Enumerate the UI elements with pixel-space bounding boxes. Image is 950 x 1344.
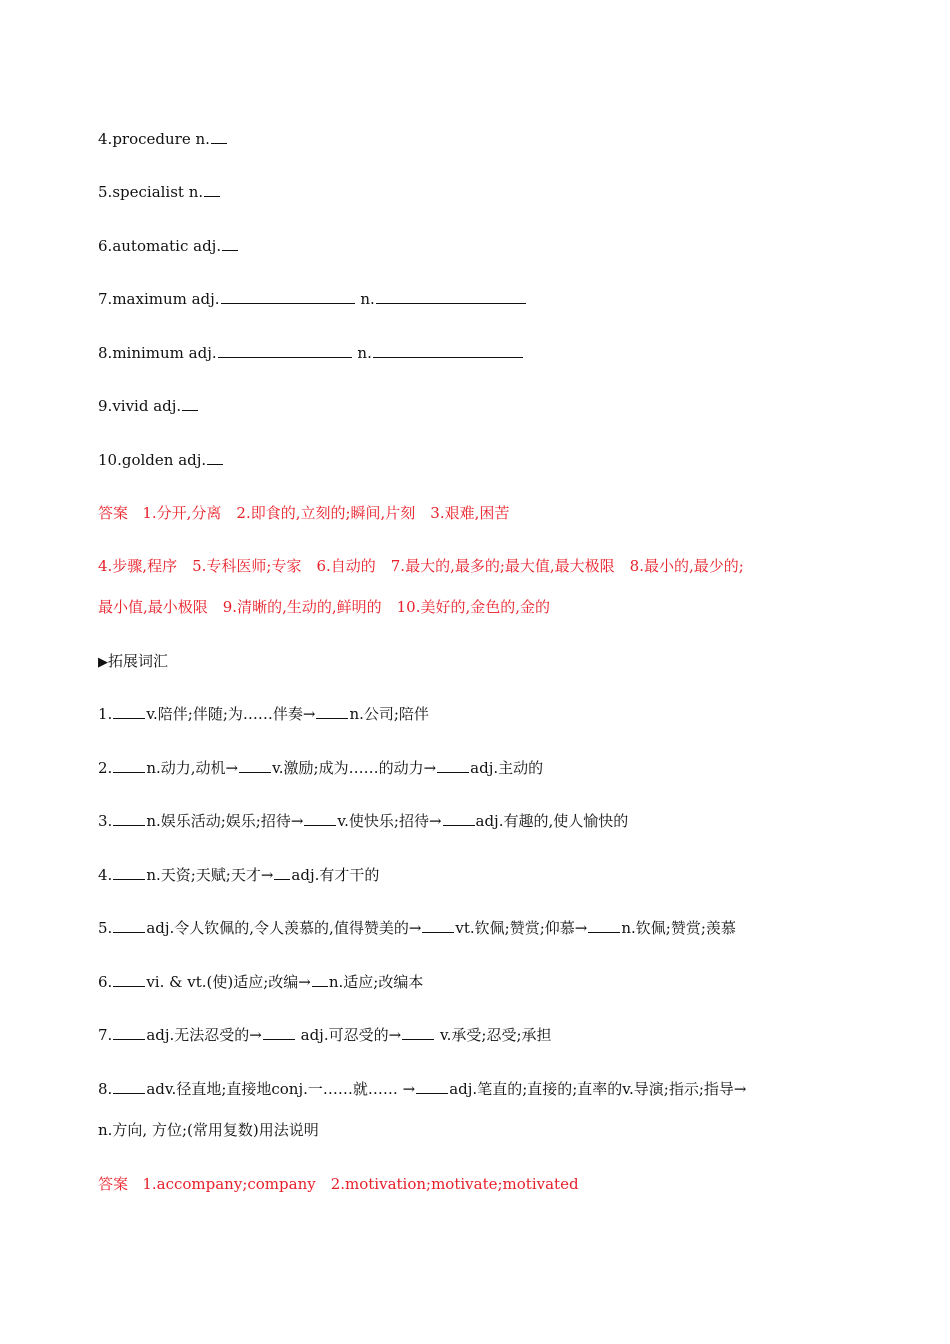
answer-text: 1.分开,分离 2.即食的,立刻的;瞬间,片刻 3.艰难,困苦	[142, 504, 510, 522]
item-text: n.方向, 方位;(常用复数)用法说明	[98, 1121, 319, 1139]
answer-blank[interactable]	[222, 236, 238, 251]
item-text: adj.有才干的	[291, 866, 380, 884]
answer-blank[interactable]	[221, 289, 355, 304]
item-word: maximum adj.	[112, 290, 220, 308]
vocab-item-4	[98, 128, 228, 150]
answer-label: 答案	[98, 1175, 129, 1193]
extended-item-8	[98, 1078, 746, 1100]
vocab-item-6	[98, 235, 239, 257]
item-text: v.使快乐;招待→	[337, 812, 442, 830]
item-number: 6.	[98, 237, 113, 255]
answer-blank[interactable]	[113, 865, 145, 880]
basic-answer-line-2	[98, 555, 744, 577]
extended-item-7	[98, 1024, 552, 1046]
item-number: 2.	[98, 759, 113, 777]
extended-item-1	[98, 703, 429, 725]
item-word: specialist n.	[112, 183, 204, 201]
item-number: 7.	[98, 290, 113, 308]
item-text: adj.主动的	[470, 759, 544, 777]
answer-blank[interactable]	[376, 289, 526, 304]
answer-blank[interactable]	[182, 396, 198, 411]
item-text: n.动力,动机→	[146, 759, 239, 777]
item-text: adv.径直地;直接地conj.一……就…… →	[146, 1080, 416, 1098]
answer-blank[interactable]	[113, 811, 145, 826]
answer-blank[interactable]	[113, 758, 145, 773]
answer-blank[interactable]	[274, 865, 290, 880]
answer-blank[interactable]	[113, 1025, 145, 1040]
extended-item-6	[98, 971, 423, 993]
answer-blank[interactable]	[402, 1025, 434, 1040]
item-word: automatic adj.	[112, 237, 222, 255]
vocab-item-7	[98, 288, 527, 310]
item-text: adj.笔直的;直接的;直率的v.导演;指示;指导→	[449, 1080, 747, 1098]
item-text: n.天资;天赋;天才→	[146, 866, 274, 884]
answer-blank[interactable]	[416, 1079, 448, 1094]
item-text: n.钦佩;赞赏;羡慕	[621, 919, 736, 937]
item-number: 3.	[98, 812, 113, 830]
answer-blank[interactable]	[373, 343, 523, 358]
answer-label: 答案	[98, 504, 129, 522]
item-number: 8.	[98, 1080, 113, 1098]
item-word: vivid adj.	[112, 397, 182, 415]
extended-answer-line	[98, 1173, 579, 1195]
answer-blank[interactable]	[113, 704, 145, 719]
answer-text: 最小值,最小极限 9.清晰的,生动的,鲜明的 10.美好的,金色的,金的	[98, 598, 551, 616]
answer-blank[interactable]	[113, 918, 145, 933]
item-word: golden adj.	[121, 451, 207, 469]
answer-blank[interactable]	[437, 758, 469, 773]
vocab-item-10	[98, 449, 224, 471]
item-number: 6.	[98, 973, 113, 991]
answer-text: 1.accompany;company 2.motivation;motivate;motivated	[142, 1175, 579, 1193]
item-text: adj.无法忍受的→	[146, 1026, 262, 1044]
item-number: 8.	[98, 344, 113, 362]
answer-blank[interactable]	[304, 811, 336, 826]
answer-blank[interactable]	[588, 918, 620, 933]
item-text: vi. & vt.(使)适应;改编→	[146, 973, 311, 991]
item-number: 1.	[98, 705, 113, 723]
basic-answer-line-3	[98, 596, 550, 618]
item-text: v.激励;成为……的动力→	[272, 759, 437, 777]
answer-blank[interactable]	[312, 972, 328, 987]
item-word: minimum adj.	[112, 344, 217, 362]
answer-blank[interactable]	[239, 758, 271, 773]
item-number: 5.	[98, 919, 113, 937]
item-number: 10.	[98, 451, 122, 469]
extended-item-4	[98, 864, 379, 886]
item-text: adj.有趣的,使人愉快的	[475, 812, 629, 830]
triangle-icon: ▶	[98, 655, 108, 670]
extended-item-8-continued	[98, 1119, 319, 1141]
answer-text: 4.步骤,程序 5.专科医师;专家 6.自动的 7.最大的,最多的;最大值,最大极限 8.最小的,最少的;	[98, 557, 744, 575]
item-second-pos: n.	[360, 290, 375, 308]
basic-answer-line-1	[98, 502, 509, 524]
item-number: 4.	[98, 130, 113, 148]
vocab-item-8	[98, 342, 524, 364]
extended-item-3	[98, 810, 628, 832]
item-text: v.承受;忍受;承担	[435, 1026, 552, 1044]
vocab-item-5	[98, 181, 221, 203]
item-text: vt.钦佩;赞赏;仰慕→	[455, 919, 588, 937]
item-number: 5.	[98, 183, 113, 201]
answer-blank[interactable]	[207, 450, 223, 465]
item-text: n.公司;陪伴	[349, 705, 429, 723]
item-number: 7.	[98, 1026, 113, 1044]
item-second-pos: n.	[357, 344, 372, 362]
item-number: 9.	[98, 397, 113, 415]
item-text: n.适应;改编本	[328, 973, 424, 991]
section-heading	[98, 650, 168, 674]
vocab-item-9	[98, 395, 199, 417]
item-number: 4.	[98, 866, 113, 884]
answer-blank[interactable]	[443, 811, 475, 826]
answer-blank[interactable]	[263, 1025, 295, 1040]
item-text: v.陪伴;伴随;为……伴奏→	[146, 705, 316, 723]
answer-blank[interactable]	[422, 918, 454, 933]
answer-blank[interactable]	[113, 1079, 145, 1094]
item-text: adj.可忍受的→	[295, 1026, 402, 1044]
extended-item-2	[98, 757, 543, 779]
answer-blank[interactable]	[218, 343, 352, 358]
answer-blank[interactable]	[316, 704, 348, 719]
answer-blank[interactable]	[113, 972, 145, 987]
item-text: n.娱乐活动;娱乐;招待→	[146, 812, 304, 830]
answer-blank[interactable]	[211, 129, 227, 144]
item-text: adj.令人钦佩的,令人羡慕的,值得赞美的→	[146, 919, 422, 937]
heading-text: 拓展词汇	[108, 652, 169, 670]
extended-item-5	[98, 917, 736, 939]
item-word: procedure n.	[112, 130, 210, 148]
answer-blank[interactable]	[204, 182, 220, 197]
